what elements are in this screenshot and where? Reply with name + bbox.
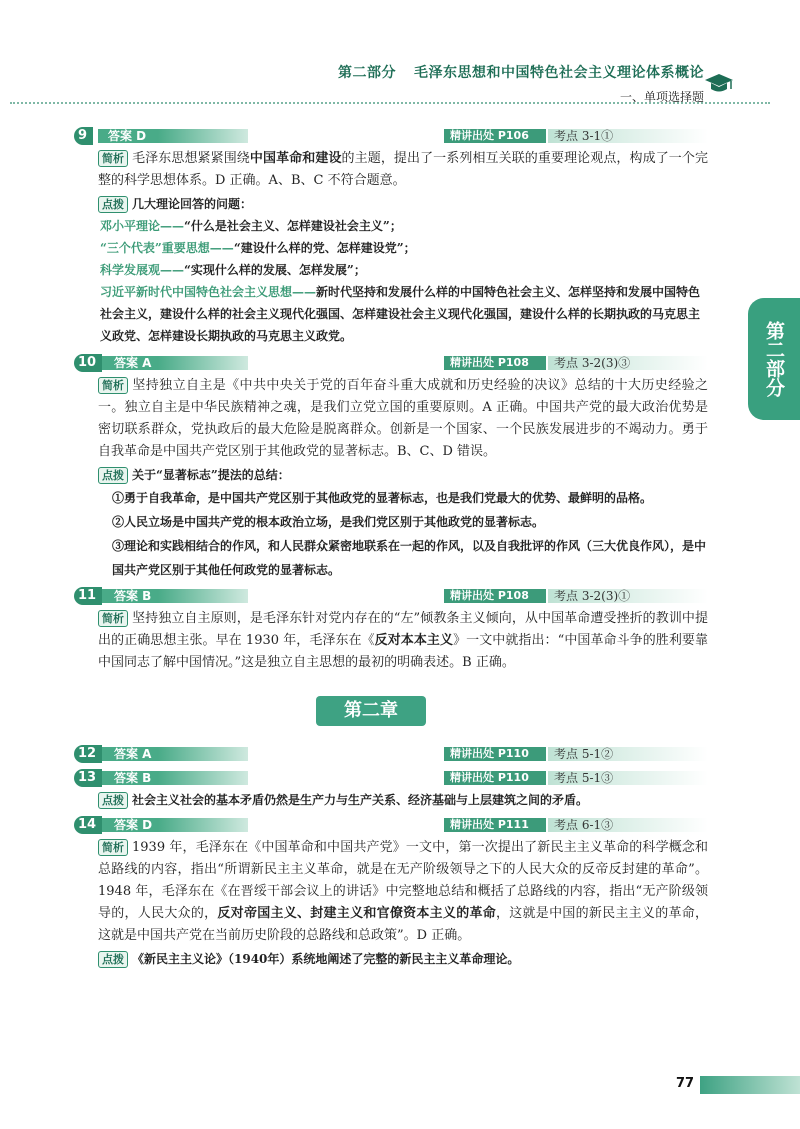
dianbo-tag: 点拨	[98, 196, 128, 213]
source-label: 精讲出处 P111	[450, 818, 529, 831]
source-label: 精讲出处 P110	[450, 747, 529, 760]
point-label: 考点 3-2(3)③	[554, 356, 631, 370]
question-number: 12	[74, 745, 102, 763]
source-label: 精讲出处 P110	[450, 771, 529, 784]
q14-jianxi: 简析 1939 年，毛泽东在《中国革命和中国共产党》一文中，第一次提出了新民主主义革命的科学概念和总路线的内容，指出“所谓新民主主义革命，就是在无产阶级领导之下的人民大众的反帝反封建的革命”。1948 年，毛泽东在《在晋绥干部会议上的讲话》中完整地总结和概括了总路线的内容，指出“无产阶级领导的，人民大众的，反对帝国主义、封建主义和官僚资本主义的革命，这就是中国的新民主主义的革命，这就是中国共产党在当前历史阶段的总路线和总政策”。D 正确。	[98, 840, 708, 943]
dianbo-tag: 点拨	[98, 951, 128, 968]
answer-label: 答案 B	[114, 771, 152, 785]
question-number: 11	[74, 587, 102, 605]
q11-jianxi: 简析 坚持独立自主原则，是毛泽东针对党内存在的“左”倾教条主义倾向，从中国革命遭受挫折的教训中提出的正确思想主张。早在 1930 年，毛泽东在《反对本本主义》一文中就指出：“中国革命斗争的胜利要靠中国同志了解中国情况。”这是独立自主思想的最初的明确表述。B 正确。	[98, 611, 708, 670]
question-10-header	[78, 353, 708, 373]
q14-dianbo: 点拨 《新民主主义论》（1940年）系统地阐述了完整的新民主主义革命理论。	[98, 949, 708, 970]
list-item: 习近平新时代中国特色社会主义思想——新时代坚持和发展什么样的中国特色社会主义、怎样坚持和发展中国特色社会主义，建设什么样的社会主义现代化强国、怎样建设社会主义现代化强国，建设什么样的长期执政的马克思主义政党、怎样建设长期执政的马克思主义政党。	[100, 285, 701, 343]
q13-dianbo: 点拨 社会主义社会的基本矛盾仍然是生产力与生产关系、经济基础与上层建筑之间的矛盾。	[98, 790, 708, 811]
answer-label: 答案 B	[114, 589, 152, 603]
list-item: “三个代表”重要思想——“建设什么样的党、怎样建设党”；	[100, 241, 416, 255]
q9-jianxi: 简析 毛泽东思想紧紧围绕中国革命和建设的主题，提出了一系列相互关联的重要理论观点，构成了一个完整的科学思想体系。D 正确。A、B、C 不符合题意。	[98, 151, 708, 188]
point-label: 考点 3-2(3)①	[554, 589, 631, 603]
list-item: ②人民立场是中国共产党的根本政治立场，是我们党区别于其他政党的显著标志。	[112, 515, 545, 529]
jianxi-tag: 简析	[98, 610, 128, 627]
jianxi-tag: 简析	[98, 377, 128, 394]
list-item: ①勇于自我革命，是中国共产党区别于其他政党的显著标志，也是我们党最大的优势、最鲜明的品格。	[112, 491, 653, 505]
question-12-header	[78, 744, 708, 764]
dianbo-tag: 点拨	[98, 467, 128, 484]
point-label: 考点 3-1①	[554, 129, 614, 143]
question-number: 9	[74, 127, 93, 145]
header-title: 毛泽东思想和中国特色社会主义理论体系概论	[414, 65, 704, 81]
source-label: 精讲出处 P108	[450, 589, 529, 602]
side-tab-label: 第二部分	[763, 321, 785, 397]
question-number: 10	[74, 354, 102, 372]
page-number: 77	[676, 1076, 695, 1091]
page-number-bar	[700, 1076, 800, 1094]
answer-label: 答案 D	[108, 129, 147, 143]
side-tab	[748, 298, 800, 420]
question-number: 13	[74, 769, 102, 787]
graduation-cap-icon	[704, 70, 734, 96]
question-number: 14	[74, 816, 102, 834]
answer-label: 答案 D	[114, 818, 153, 832]
header-section: 一、单项选择题	[619, 90, 704, 104]
q10-jianxi: 简析 坚持独立自主是《中共中央关于党的百年奋斗重大成就和历史经验的决议》总结的十大历史经验之一。独立自主是中华民族精神之魂，是我们立党立国的重要原则。A 正确。中国共产党的最大政治优势是密切联系群众，党执政后的最大危险是脱离群众。创新是一个国家、一个民族发展进步的不竭动力。勇于自我革命是中国共产党区别于其他政党的显著标志。B、C、D 错误。	[98, 378, 708, 459]
q10-dianbo: 点拨 关于“显著标志”提法的总结：	[98, 465, 708, 486]
source-label: 精讲出处 P108	[450, 356, 529, 369]
list-item: ③理论和实践相结合的作风，和人民群众紧密地联系在一起的作风，以及自我批评的作风（三大优良作风），是中国共产党区别于其他任何政党的显著标志。	[112, 539, 707, 577]
list-item: 科学发展观——“实现什么样的发展、怎样发展”；	[100, 263, 366, 277]
answer-label: 答案 A	[114, 747, 152, 761]
answer-label: 答案 A	[114, 356, 152, 370]
page-header	[338, 62, 704, 105]
answer-content	[78, 124, 708, 970]
source-label: 精讲出处 P106	[450, 129, 529, 142]
question-14-header	[78, 815, 708, 835]
header-divider	[10, 102, 770, 104]
list-item: 邓小平理论——“什么是社会主义、怎样建设社会主义”；	[100, 219, 402, 233]
jianxi-tag: 简析	[98, 839, 128, 856]
question-11-header	[78, 586, 708, 606]
point-label: 考点 6-1③	[554, 818, 614, 832]
dianbo-tag: 点拨	[98, 792, 128, 809]
point-label: 考点 5-1③	[554, 771, 614, 785]
header-part: 第二部分	[338, 65, 396, 81]
q9-dianbo: 点拨 几大理论回答的问题：	[98, 194, 708, 215]
point-label: 考点 5-1②	[554, 747, 614, 761]
question-9-header	[78, 126, 708, 146]
chapter-title: 第二章	[316, 696, 426, 726]
jianxi-tag: 简析	[98, 150, 128, 167]
question-13-header	[78, 768, 708, 788]
